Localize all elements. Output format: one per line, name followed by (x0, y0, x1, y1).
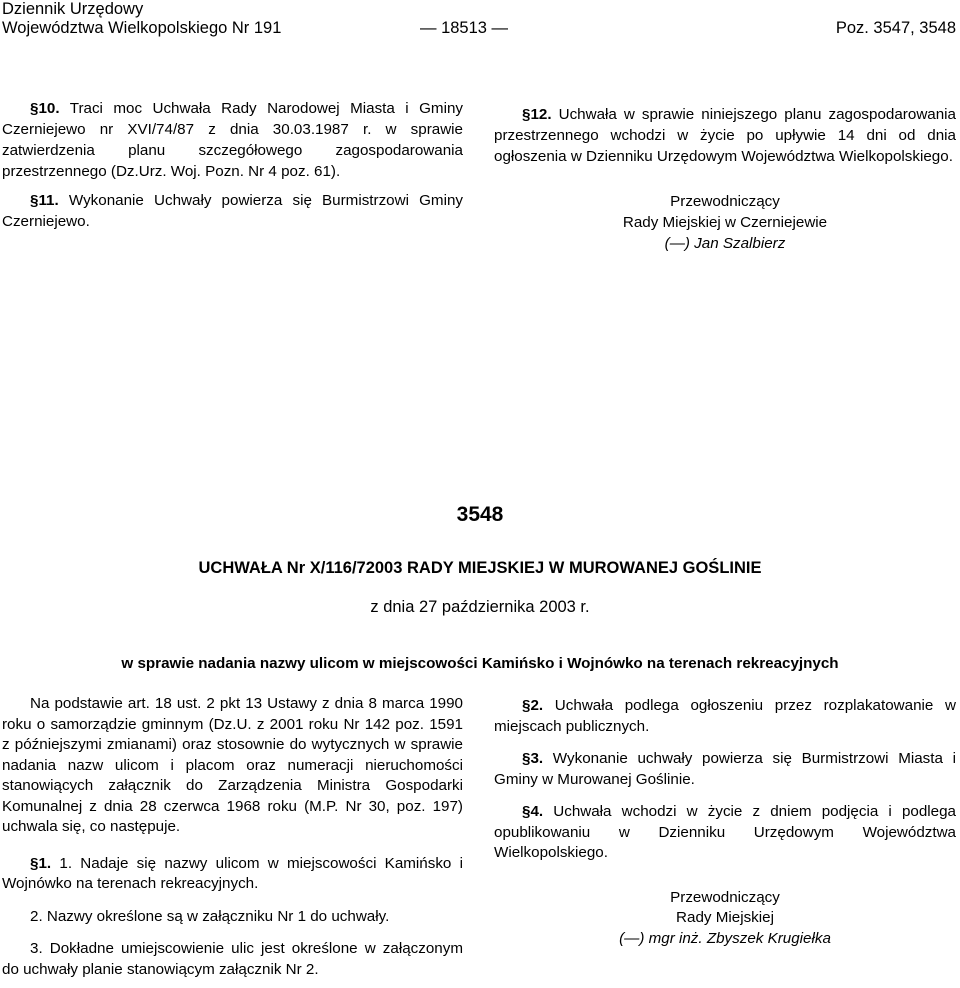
section-mark: §2. (522, 697, 544, 714)
journal-title (2, 0, 281, 38)
paragraph-text: 1. Nadaje się nazwy ulicom w miejscowości Kamińsko i Wojnówko na terenach rekreacyjnych. (2, 854, 463, 892)
section-mark: §3. (522, 750, 544, 767)
paragraph-text: Wykonanie uchwały powierza się Burmistrzowi Miasta i Gminy w Murowanej Goślinie. (494, 750, 956, 788)
paragraph-10 (2, 98, 463, 182)
previous-act-left-column (2, 98, 463, 232)
act-signature (494, 888, 956, 950)
act-date: z dnia 27 października 2003 r. (370, 598, 590, 616)
paragraph-11 (2, 190, 463, 232)
paragraph-4 (494, 802, 956, 864)
position-reference: Poz. 3547, 3548 (835, 19, 956, 37)
paragraph-2 (494, 696, 956, 737)
paragraph-text: Uchwała podlega ogłoszeniu przez rozplakatowanie w miejscach publicznych. (494, 697, 956, 735)
previous-act-signature (494, 191, 956, 254)
paragraph-text: Uchwała wchodzi w życie z dniem podjęcia i podlega opublikowaniu w Dzienniku Urzędowym Województwa Wielkopolskiego. (494, 803, 956, 861)
paragraph-text: Uchwała w sprawie niniejszego planu zagospodarowania przestrzennego wchodzi w życie po upływie 14 dni od dnia ogłoszenia w Dzienniku Urzędowym Województwa Wielkopolskiego. (494, 106, 956, 165)
act-right-column (494, 696, 956, 949)
previous-act-right-column (494, 104, 956, 254)
signature-title: Przewodniczący (670, 193, 780, 210)
page-number: — 18513 — (420, 19, 509, 37)
journal-title-line1: Dziennik Urzędowy (2, 0, 144, 18)
act-number: 3548 (456, 503, 504, 526)
signature-title: Przewodniczący (670, 888, 780, 906)
paragraph-3 (494, 749, 956, 790)
section-mark: §11. (30, 192, 59, 209)
signature-body: Rady Miejskiej w Czerniejewie (622, 214, 828, 231)
act-left-column (2, 694, 463, 980)
paragraph-text: Wykonanie Uchwały powierza się Burmistrzowi Gminy Czerniejewo. (2, 192, 463, 230)
paragraph-12 (494, 104, 956, 167)
journal-title-line2: Województwa Wielkopolskiego Nr 191 (2, 19, 282, 37)
section-mark: §10. (30, 100, 60, 117)
paragraph-1-point-2: 2. Nazwy określone są w załączniku Nr 1 do uchwały. (30, 907, 390, 925)
signature-body: Rady Miejskiej (676, 909, 774, 926)
preamble: Na podstawie art. 18 ust. 2 pkt 13 Ustawy z dnia 8 marca 1990 roku o samorządzie gminnym (Dz.U. z 2001 roku Nr 142 poz. 1591 z późniejszymi zmianami) oraz stosownie do wytycznych w sprawie nadania nazw ulicom i placom oraz numeracji nieruchomości stanowiących załącznik do Zarządzenia Ministra Gospodarki Komunalnej z dnia 28 czerwca 1968 roku (M.P. Nr 30, poz. 197) uchwala się, co następuje. (2, 695, 463, 835)
paragraph-1 (2, 854, 463, 895)
act-subject: w sprawie nadania nazwy ulicom w miejscowości Kamińsko i Wojnówko na terenach rekreacyjnych (121, 655, 839, 672)
section-mark: §12. (522, 106, 552, 123)
paragraph-text: Traci moc Uchwała Rady Narodowej Miasta i Gminy Czerniejewo nr XVI/74/87 z dnia 30.03.1987 r. w sprawie zatwierdzenia planu szczegółowego zagospodarowania przestrzennego (Dz.Urz. Woj. Pozn. Nr 4 poz. 61). (2, 100, 463, 180)
signature-name: (—) mgr inż. Zbyszek Krugiełka (619, 929, 831, 947)
act-title: UCHWAŁA Nr X/116/72003 RADY MIEJSKIEJ W MUROWANEJ GOŚLINIE (198, 559, 762, 577)
section-mark: §4. (522, 803, 544, 820)
section-mark: §1. (30, 854, 52, 872)
signature-name: (—) Jan Szalbierz (664, 235, 786, 252)
paragraph-1-point-3: 3. Dokładne umiejscowienie ulic jest określone w załączonym do uchwały planie stanowiącym załącznik Nr 2. (2, 940, 463, 978)
